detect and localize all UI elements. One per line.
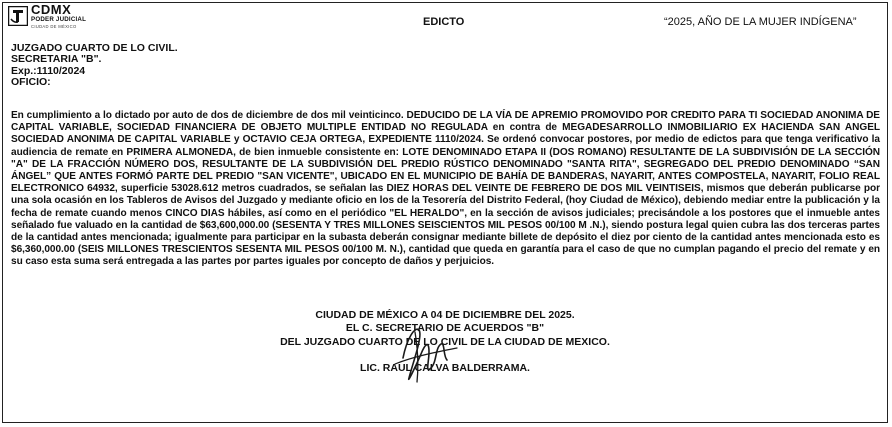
file-number: Exp.:1110/2024 <box>11 64 86 77</box>
secretary: SECRETARIA "B". <box>11 53 102 66</box>
logo-brand: CDMX <box>31 2 72 18</box>
document-title: EDICTO <box>423 16 465 28</box>
year-motto: “2025, AÑO DE LA MUJER INDÍGENA” <box>664 16 857 28</box>
logo-line-2: CIUDAD DE MÉXICO <box>31 23 77 29</box>
oficio-label: OFICIO: <box>11 76 51 89</box>
place-date: CIUDAD DE MÉXICO A 04 DE DICIEMBRE DEL 2025. <box>315 309 575 321</box>
poder-judicial-logo <box>8 2 87 29</box>
closing-block <box>240 309 650 349</box>
secretary-title: EL C. SECRETARIO DE ACUERDOS "B" <box>345 322 545 335</box>
signer-name: LIC. RAUL CALVA BALDERRAMA. <box>360 362 530 374</box>
edict-body: En cumplimiento a lo dictado por auto de dos de diciembre de dos mil veinticinco. DEDUCIDO DE LA VÍA DE APREMIO PROMOVIDO POR CREDITO PARA TI SOCIEDAD ANONIMA DE CAPITAL VARIABLE, SOCIEDAD FINANCIERA DE OBJETO MULTIPLE ENTIDAD NO REGULADA en contra de MEGADESARROLLO INMOBILIARIO EX HACIENDA SAN ANGEL SOCIEDAD ANONIMA DE CAPITAL VARIABLE y OCTAVIO CEJA ORTEGA, EXPEDIENTE 1110/2024. Se ordenó convocar postores, por medio de edictos para que tenga verificativo la audiencia de remate en PRIMERA ALMONEDA, de bien inmueble consistente en: LOTE DENOMINADO ETAPA II (DOS ROMANO) RESULTANTE DE LA SUBDIVISIÓN DE LA SECCIÓN "A" DE LA FRACCIÓN NÚMERO DOS, RESULTANTE DE LA SUBDIVISIÓN DEL PREDIO RÚSTICO DENOMINADO "SANTA RITA", SEGREGADO DEL PREDIO DENOMINADO “SAN ÁNGEL” QUE ANTES FORMÓ PARTE DEL PREDIO "SAN VICENTE", UBICADO EN EL MUNICIPIO DE BAHÍA DE BANDERAS, NAYARIT, ANTES COMPOSTELA, NAYARIT, FOLIO REAL ELECTRONICO 64932, superficie 53028.612 metros cuadrados, se señalan las DIEZ HORAS DEL VEINTE DE FEBRERO DE DOS MIL VEINTISEIS, mismos que deberán publicarse por una sola ocasión en los Tableros de Avisos del Juzgado y mediante oficio en los de la Tesorería del Distrito Federal, (hoy Ciudad de México), debiendo mediar entre la publicación y la fecha de remate cuando menos CINCO DIAS hábiles, así como en el periódico "EL HERALDO", en la sección de avisos judiciales; precisándole a los postores que el inmueble antes señalado fue valuado en la cantidad de $63,600,000.00 (SESENTA Y TRES MILLONES SEISCIENTOS MIL PESOS 00/100 M .N.), siendo postura legal quien cubra las dos terceras partes de la cantidad antes mencionada; igualmente para participar en la subasta deberán consignar mediante billete de depósito el diez por ciento de la cantidad antes mencionada esto es $6,360,000.00 (SEIS MILLONES TRESCIENTOS SESENTA MIL PESOS 00/100 M. N.), cantidad que queda en garantía para el caso de que no cumplan pagando el precio del remate y en su caso esta suma será entregada a las partes por partes iguales por concepto de daños y perjuicios. <box>11 110 880 268</box>
logo-line-1: PODER JUDICIAL <box>31 16 87 24</box>
court-full-name: DEL JUZGADO CUARTO DE LO CIVIL DE LA CIUDAD DE MEXICO. <box>280 335 610 348</box>
cdmx-emblem-icon <box>8 6 28 26</box>
court-header <box>11 43 178 89</box>
court-name: JUZGADO CUARTO DE LO CIVIL. <box>11 42 178 54</box>
